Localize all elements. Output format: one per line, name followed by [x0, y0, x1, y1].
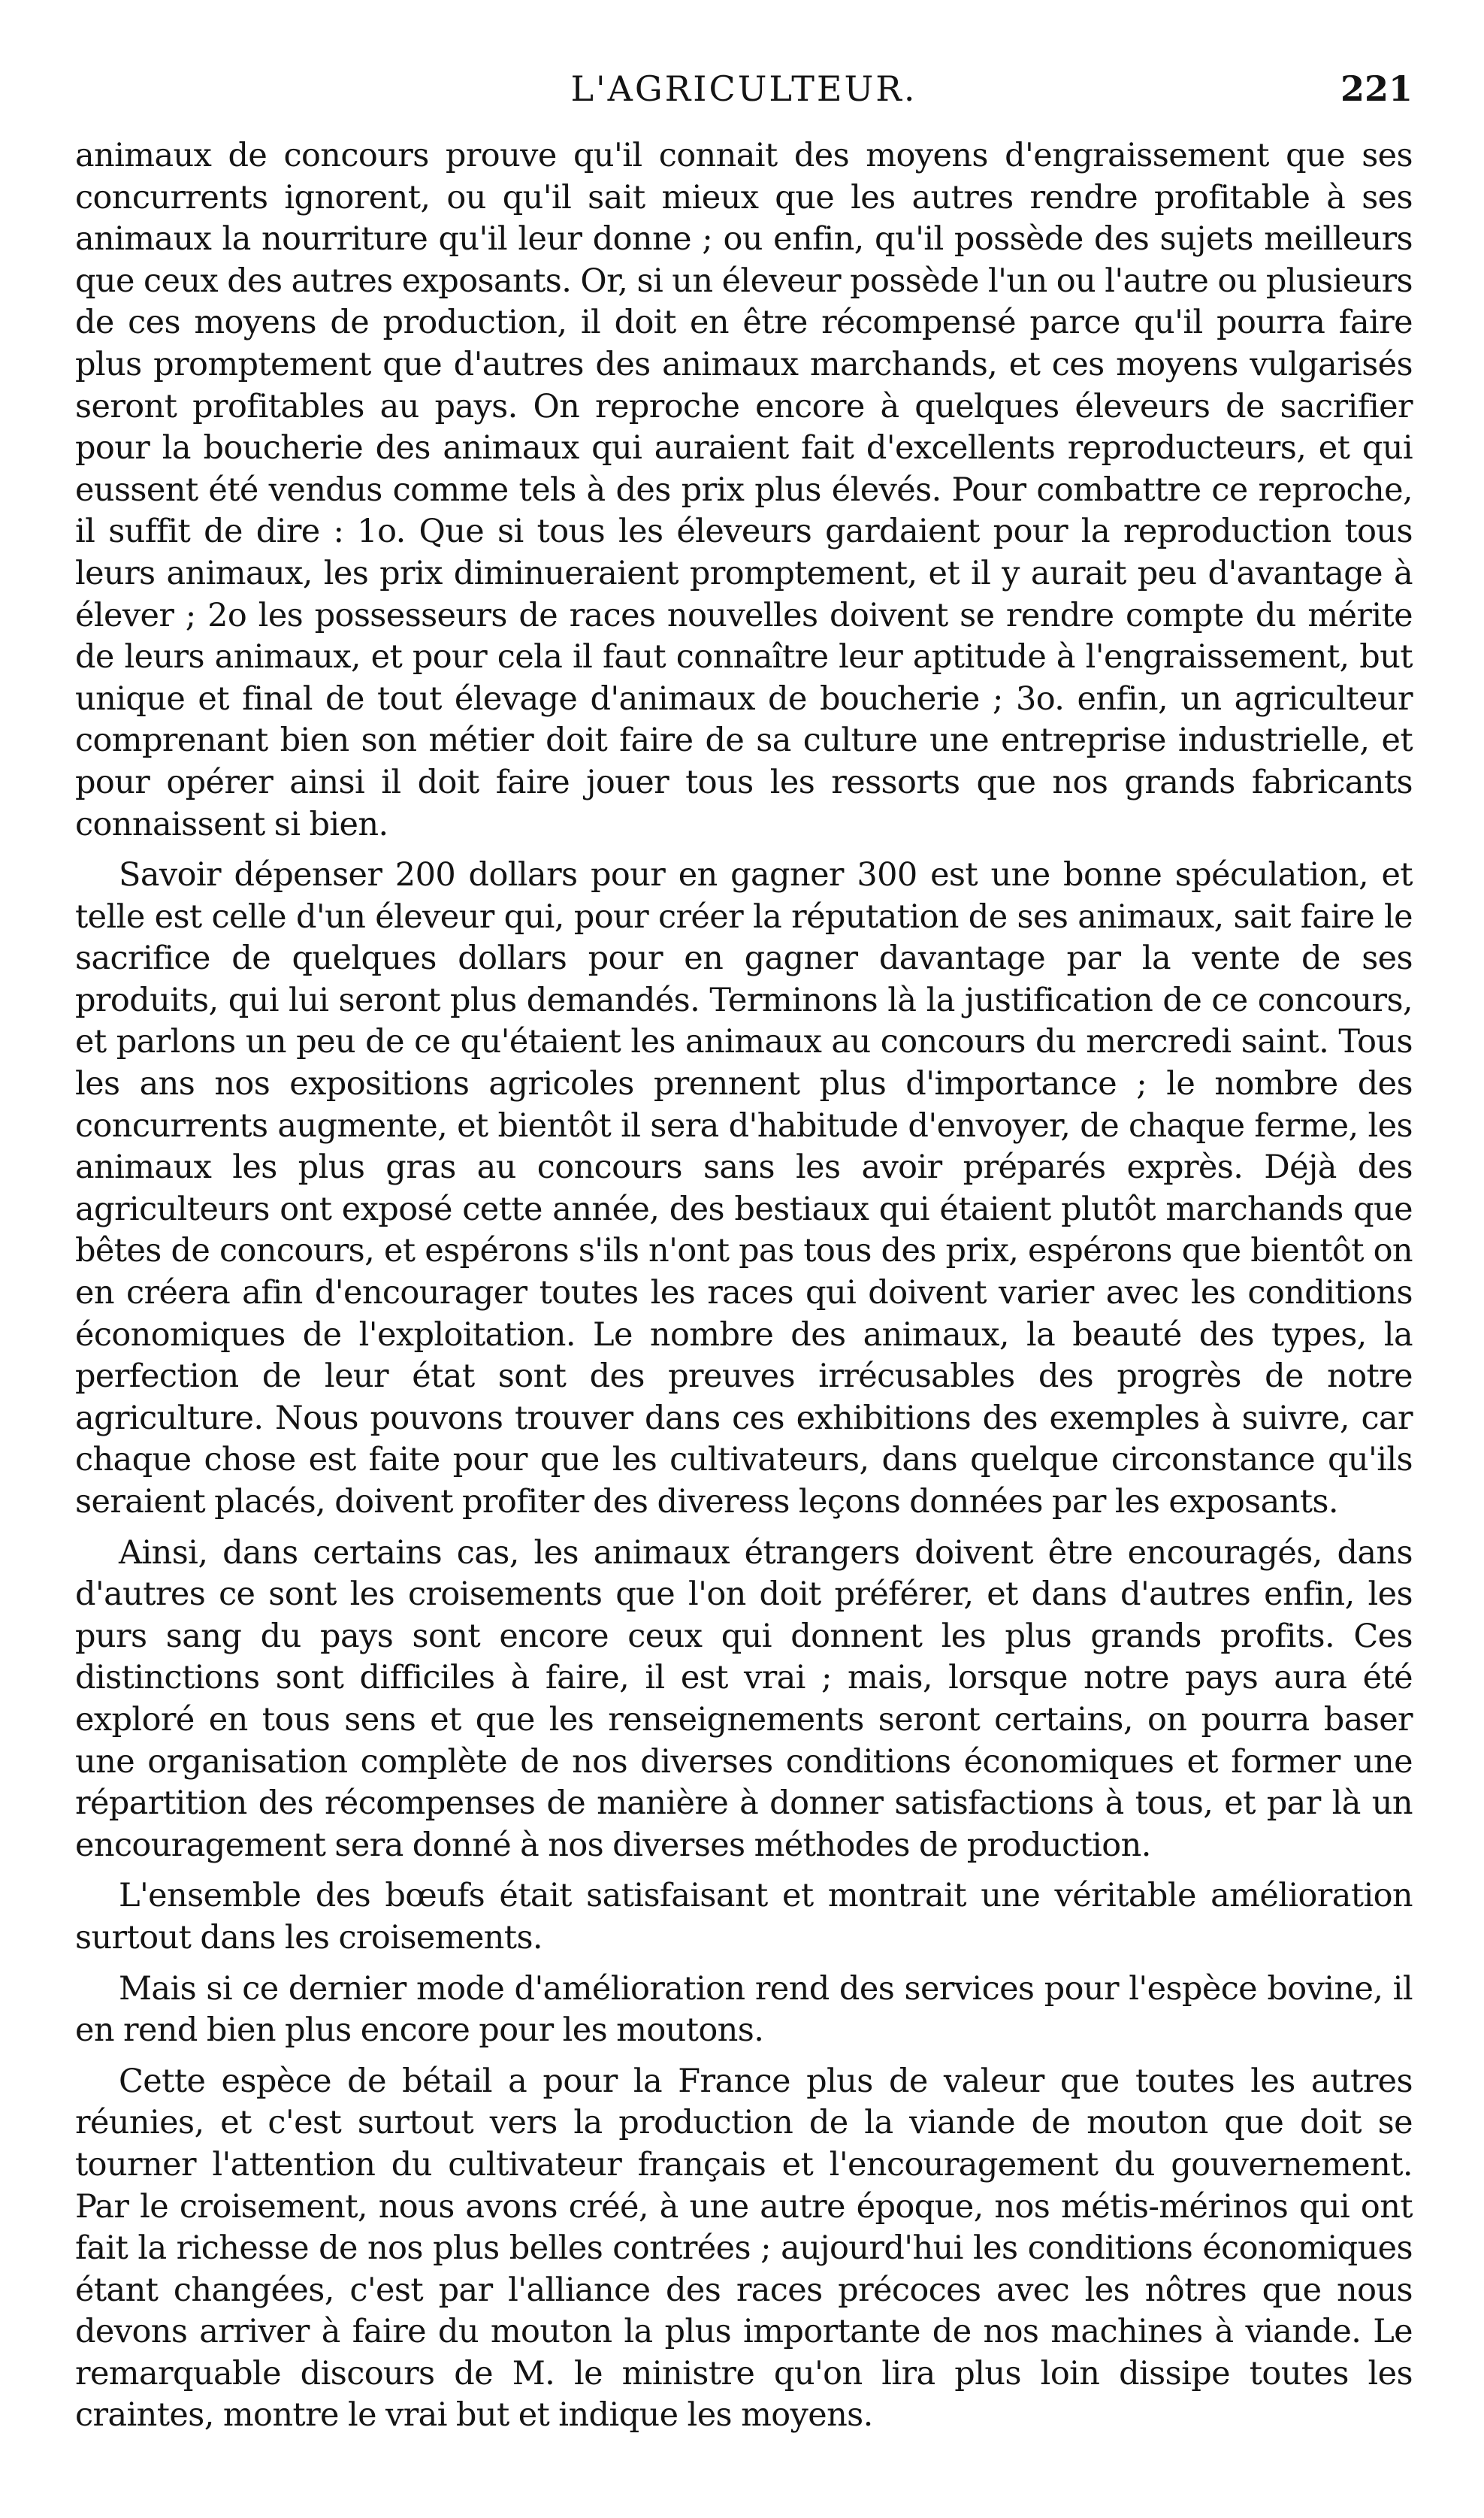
body-text	[75, 135, 1413, 2437]
paragraph-5: Mais si ce dernier mode d'amélioration rend des services pour l'espèce bovine, il en rend bien plus encore pour les moutons.	[75, 1969, 1413, 2050]
paragraph-2: Savoir dépenser 200 dollars pour en gagner 300 est une bonne spéculation, et telle est celle d'un éleveur qui, pour créer la réputation de ses animaux, sait faire le sacrifice de quelques dollars pour en gagner davantage par la vente de ses produits, qui lui seront plus demandés. Terminons là la justification de ce concours, et parlons un peu de ce qu'étaient les animaux au concours du mercredi saint. Tous les ans nos expositions agricoles prennent plus d'importance ; le nombre des concurrents augmente, et bientôt il sera d'habitude d'envoyer, de chaque ferme, les animaux les plus gras au concours sans les avoir préparés exprès. Déjà des agriculteurs ont exposé cette année, des bestiaux qui étaient plutôt marchands que bêtes de concours, et espérons s'ils n'ont pas tous des prix, espérons que bientôt on en créera afin d'encourager toutes les races qui doivent varier avec les conditions économiques de l'exploitation. Le nombre des animaux, la beauté des types, la perfection de leur état sont des preuves irrécusables des progrès de notre agriculture. Nous pouvons trouver dans ces exhibitions des exemples à suivre, car chaque chose est faite pour que les cultivateurs, dans quelque circonstance qu'ils seraient placés, doivent profiter des diveress leçons données par les exposants.	[75, 856, 1413, 1521]
paragraph-6: Cette espèce de bétail a pour la France plus de valeur que toutes les autres réunies, et c'est surtout vers la production de la viande de mouton que doit se tourner l'attention du cultivateur français et l'encouragement du gouvernement. Par le croisement, nous avons créé, à une autre époque, nos métis-mérinos qui ont fait la richesse de nos plus belles contrées ; aujourd'hui les conditions économiques étant changées, c'est par l'alliance des races précoces avec les nôtres que nous devons arriver à faire du mouton la plus importante de nos machines à viande. Le remarquable discours de M. le ministre qu'on lira plus loin dissipe toutes les craintes, montre le vrai but et indique les moyens.	[75, 2062, 1413, 2435]
page-number: 221	[1340, 68, 1413, 109]
running-head	[75, 59, 1413, 119]
paragraph-1: animaux de concours prouve qu'il connait des moyens d'engraissement que ses concurrents ignorent, ou qu'il sait mieux que les autres rendre profitable à ses animaux la nourriture qu'il leur donne ; ou enfin, qu'il possède des sujets meilleurs que ceux des autres exposants. Or, si un éleveur possède l'un ou l'autre ou plusieurs de ces moyens de production, il doit en être récompensé parce qu'il pourra faire plus promptement que d'autres des animaux marchands, et ces moyens vulgarisés seront profitables au pays. On reproche encore à quelques éleveurs de sacrifier pour la boucherie des animaux qui auraient fait d'excellents reproducteurs, et qui eussent été vendus comme tels à des prix plus élevés. Pour combattre ce reproche, il suffit de dire : 1o. Que si tous les éleveurs gardaient pour la reproduction tous leurs animaux, les prix diminueraient promptement, et il y aurait peu d'avantage à élever ; 2o les possesseurs de races nouvelles doivent se rendre compte du mérite de leurs animaux, et pour cela il faut connaître leur aptitude à l'engraissement, but unique et final de tout élevage d'animaux de boucherie ; 3o. enfin, un agriculteur comprenant bien son métier doit faire de sa culture une entreprise industrielle, et pour opérer ainsi il doit faire jouer tous les ressorts que nos grands fabricants connaissent si bien.	[75, 137, 1413, 843]
paragraph-3: Ainsi, dans certains cas, les animaux étrangers doivent être encouragés, dans d'autres ce sont les croisements que l'on doit préférer, et dans d'autres enfin, les purs sang du pays sont encore ceux qui donnent les plus grands profits. Ces distinctions sont difficiles à faire, il est vrai ; mais, lorsque notre pays aura été exploré en tous sens et que les renseignements seront certains, on pourra baser une organisation complète de nos diverses conditions économiques et former une répartition des récompenses de manière à donner satisfactions à tous, et par là un encouragement sera donné à nos diverses méthodes de production.	[75, 1533, 1413, 1864]
running-title: L'AGRICULTEUR.	[570, 68, 917, 109]
paragraph-4: L'ensemble des bœufs était satisfaisant et montrait une véritable amélioration surtout dans les croisements.	[75, 1877, 1413, 1957]
page	[75, 59, 1413, 2486]
